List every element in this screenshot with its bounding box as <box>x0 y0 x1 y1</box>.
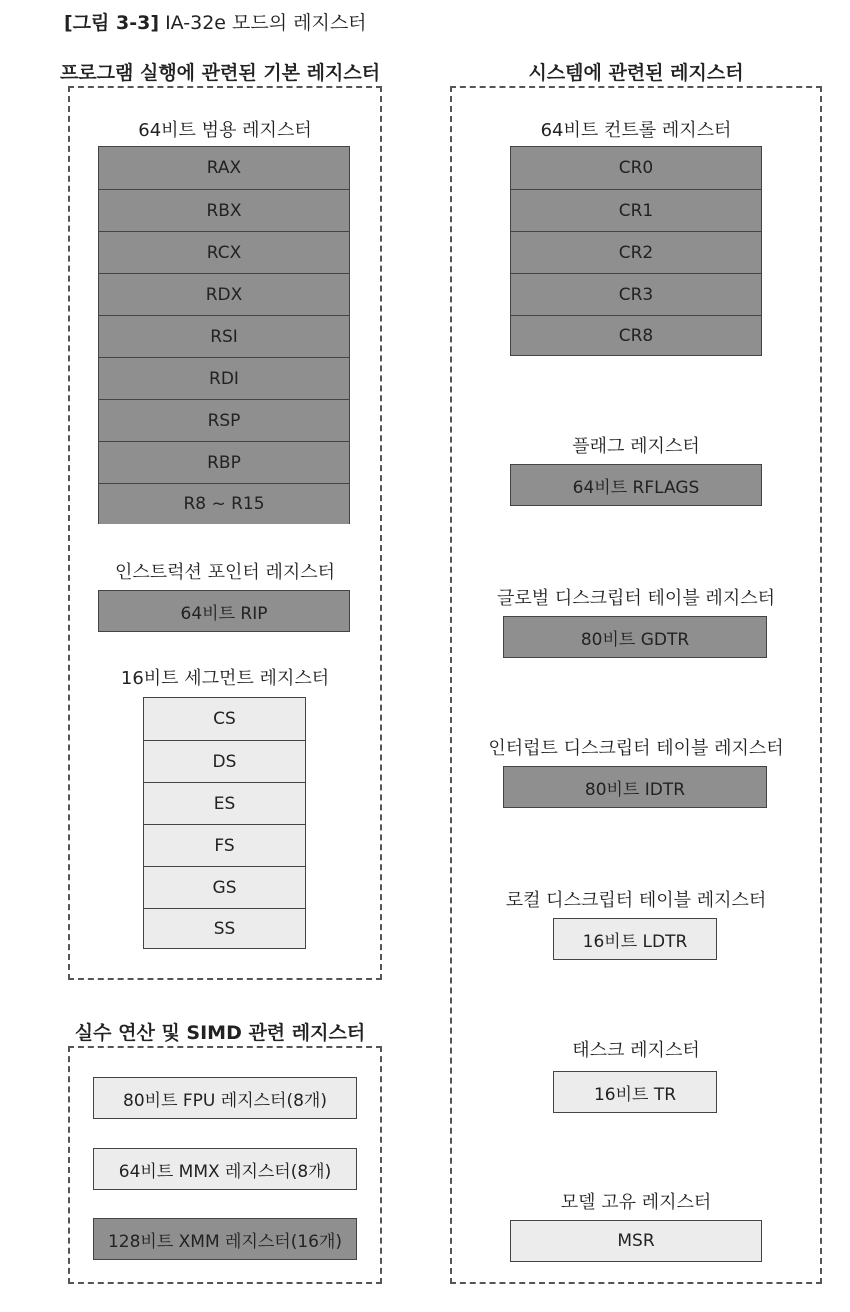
gdtr-label: 글로벌 디스크립터 테이블 레지스터 <box>497 588 775 609</box>
register-rbx: RBX <box>99 189 349 231</box>
system-group-title: 시스템에 관련된 레지스터 <box>528 62 744 84</box>
segment-register-stack <box>143 697 306 949</box>
register-tr: 16비트 TR <box>553 1071 717 1113</box>
msr-label: 모델 고유 레지스터 <box>560 1192 712 1213</box>
register-es: ES <box>144 782 305 824</box>
flags-register-label: 플래그 레지스터 <box>572 436 700 457</box>
figure-title: IA-32e 모드의 레지스터 <box>159 12 367 34</box>
register-cr8: CR8 <box>511 315 761 355</box>
register-ds: DS <box>144 740 305 782</box>
register-fpu: 80비트 FPU 레지스터(8개) <box>93 1077 357 1119</box>
general-register-label: 64비트 범용 레지스터 <box>138 120 312 141</box>
register-idtr: 80비트 IDTR <box>503 766 767 808</box>
task-register-label: 태스크 레지스터 <box>572 1040 700 1061</box>
general-register-stack <box>98 146 350 524</box>
instruction-pointer-label: 인스트럭션 포인터 레지스터 <box>114 562 336 583</box>
register-ss: SS <box>144 908 305 948</box>
register-cr2: CR2 <box>511 231 761 273</box>
register-cr0: CR0 <box>511 147 761 189</box>
ldtr-label: 로컬 디스크립터 테이블 레지스터 <box>505 890 767 911</box>
register-mmx: 64비트 MMX 레지스터(8개) <box>93 1148 357 1190</box>
fpu-simd-group-title: 실수 연산 및 SIMD 관련 레지스터 <box>74 1022 366 1044</box>
register-xmm: 128비트 XMM 레지스터(16개) <box>93 1218 357 1260</box>
register-rbp: RBP <box>99 441 349 483</box>
control-register-stack <box>510 146 762 356</box>
register-fs: FS <box>144 824 305 866</box>
register-r8-r15: R8 ~ R15 <box>99 483 349 524</box>
register-ldtr: 16비트 LDTR <box>553 918 717 960</box>
figure-caption <box>64 8 367 35</box>
figure-number: [그림 3-3] <box>64 12 160 34</box>
register-cr1: CR1 <box>511 189 761 231</box>
register-rax: RAX <box>99 147 349 189</box>
register-rip: 64비트 RIP <box>98 590 350 632</box>
register-gdtr: 80비트 GDTR <box>503 616 767 658</box>
register-rflags: 64비트 RFLAGS <box>510 464 762 506</box>
register-gs: GS <box>144 866 305 908</box>
register-rsp: RSP <box>99 399 349 441</box>
register-rcx: RCX <box>99 231 349 273</box>
basic-execution-group-title: 프로그램 실행에 관련된 기본 레지스터 <box>59 62 381 84</box>
segment-register-label: 16비트 세그먼트 레지스터 <box>120 668 330 689</box>
idtr-label: 인터럽트 디스크립터 테이블 레지스터 <box>488 738 784 759</box>
register-rdx: RDX <box>99 273 349 315</box>
register-msr: MSR <box>510 1220 762 1262</box>
control-register-label: 64비트 컨트롤 레지스터 <box>540 120 732 141</box>
register-rsi: RSI <box>99 315 349 357</box>
register-cr3: CR3 <box>511 273 761 315</box>
register-cs: CS <box>144 698 305 740</box>
register-rdi: RDI <box>99 357 349 399</box>
